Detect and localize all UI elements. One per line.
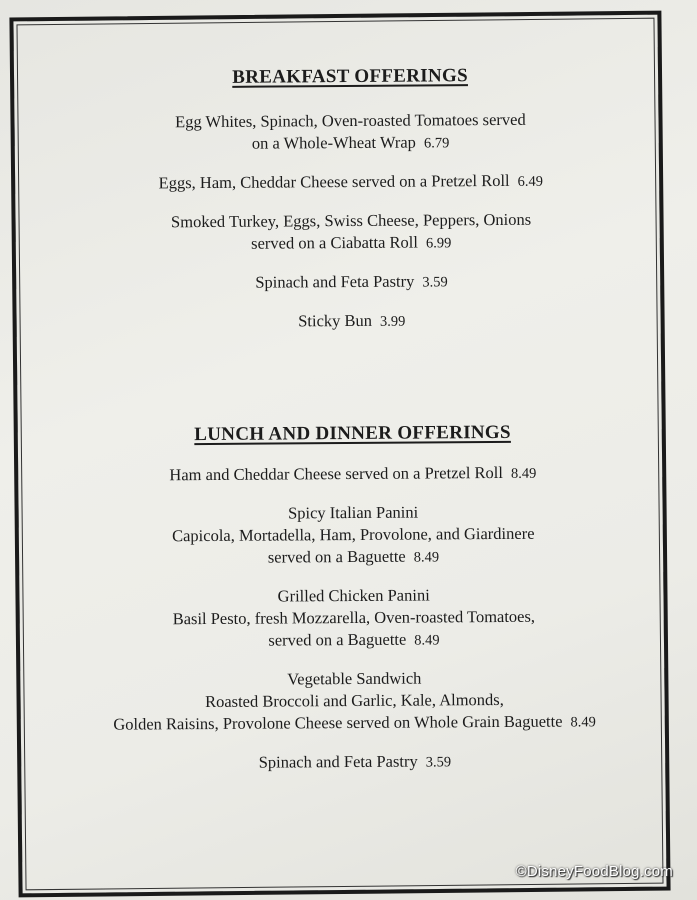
- menu-item-text: on a Whole-Wheat Wrap: [251, 132, 416, 153]
- menu-item-price: 8.49: [413, 549, 440, 566]
- menu-item-text: Roasted Broccoli and Garlic, Kale, Almonds,: [204, 689, 504, 712]
- menu-item-price: 8.49: [510, 465, 537, 482]
- watermark: ©DisneyFoodBlog.com: [515, 863, 673, 880]
- menu-item-line: [45, 749, 665, 776]
- menu-item: [41, 208, 661, 257]
- menu-item-text: Golden Raisins, Provolone Cheese served on Whole Grain Baguette: [113, 711, 563, 734]
- menu-item-price: 6.79: [423, 135, 450, 152]
- menu-content: [40, 64, 665, 792]
- menu-item-price: 6.49: [517, 173, 544, 190]
- menu-item-text: served on a Baguette: [267, 546, 406, 567]
- menu-item-text: Spicy Italian Panini: [287, 502, 419, 523]
- menu-item-line: [41, 169, 661, 196]
- menu-item: [40, 108, 660, 157]
- menu-item-text: served on a Baguette: [268, 629, 407, 650]
- lunch-dinner-title: LUNCH AND DINNER OFFERINGS: [194, 421, 511, 446]
- menu-item-price: 6.99: [425, 235, 452, 252]
- menu-item: [43, 500, 663, 571]
- menu-item: [44, 666, 664, 737]
- menu-item-price: 3.59: [425, 754, 452, 771]
- menu-item-line: [44, 627, 664, 654]
- menu-item-text: Sticky Bun: [298, 310, 373, 331]
- menu-item: [43, 461, 663, 488]
- menu-item: [41, 169, 661, 196]
- menu-item-text: Ham and Cheddar Cheese served on a Pretzel Roll: [169, 462, 504, 485]
- menu-item-text: Eggs, Ham, Cheddar Cheese served on a Pretzel Roll: [158, 170, 510, 193]
- menu-item-line: [45, 710, 665, 737]
- breakfast-items: [40, 108, 662, 335]
- menu-item-line: [42, 308, 662, 335]
- menu-item: [42, 308, 662, 335]
- menu-item-price: 3.99: [379, 313, 406, 330]
- menu-item-text: Grilled Chicken Panini: [277, 585, 430, 606]
- menu-item-line: [40, 130, 660, 157]
- menu-item-text: Basil Pesto, fresh Mozzarella, Oven-roasted Tomatoes,: [172, 606, 536, 629]
- menu-item-text: Spinach and Feta Pastry: [258, 751, 418, 772]
- menu-item-price: 3.59: [422, 274, 448, 291]
- menu-item-text: Egg Whites, Spinach, Oven-roasted Tomatoes served: [175, 109, 526, 132]
- menu-item-text: served on a Ciabatta Roll: [251, 232, 418, 253]
- lunch-dinner-items: [43, 461, 665, 776]
- breakfast-title: BREAKFAST OFFERINGS: [232, 65, 468, 88]
- menu-item-line: [43, 461, 663, 488]
- menu-item-text: Spinach and Feta Pastry: [255, 271, 415, 292]
- menu-item-line: [43, 544, 663, 571]
- menu-item-line: [41, 230, 661, 257]
- menu-item-text: Capicola, Mortadella, Ham, Provolone, and Giardinere: [171, 523, 535, 546]
- menu-item: [44, 583, 664, 654]
- menu-item-line: [41, 269, 661, 296]
- menu-item-price: 8.49: [414, 632, 440, 649]
- menu-item: [45, 749, 665, 776]
- menu-item-text: Vegetable Sandwich: [287, 668, 422, 689]
- menu-item-price: 8.49: [570, 714, 596, 731]
- menu-item: [41, 269, 661, 296]
- menu-item-text: Smoked Turkey, Eggs, Swiss Cheese, Peppers, Onions: [170, 209, 532, 232]
